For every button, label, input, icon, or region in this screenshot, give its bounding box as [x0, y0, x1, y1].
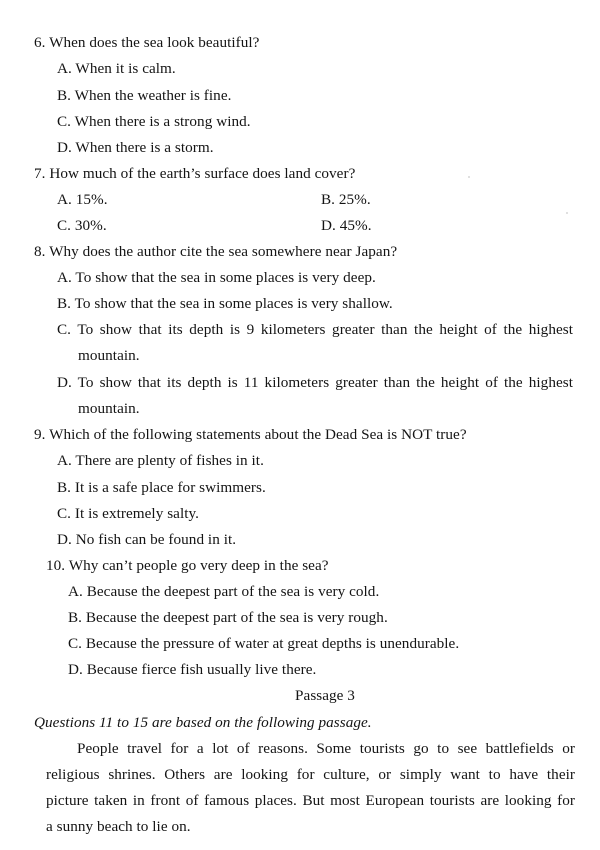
passage-title: Passage 3 — [295, 687, 355, 704]
question-6-stem: 6. When does the sea look beautiful? — [34, 34, 260, 51]
question-10-option-c: C. Because the pressure of water at great depths is unendurable. — [68, 635, 460, 652]
question-9-option-a: A. There are plenty of fishes in it. — [57, 452, 264, 469]
question-6-option-c: C. When there is a strong wind. — [57, 113, 251, 130]
question-8-option-a: A. To show that the sea in some places is very deep. — [57, 269, 376, 286]
question-9-option-b: B. It is a safe place for swimmers. — [57, 479, 266, 496]
question-7-option-b: B. 25%. — [321, 191, 371, 208]
question-8-option-c-continued: mountain. — [78, 347, 140, 364]
question-8-option-b: B. To show that the sea in some places is very shallow. — [57, 295, 393, 312]
question-8-option-c: C. To show that its depth is 9 kilometers greater than the height of the highest — [57, 321, 573, 338]
question-9-stem: 9. Which of the following statements about the Dead Sea is NOT true? — [34, 426, 467, 443]
passage-line-1: People travel for a lot of reasons. Some tourists go to see battlefields or — [77, 740, 575, 757]
question-8-stem: 8. Why does the author cite the sea somewhere near Japan? — [34, 243, 398, 260]
passage-line-2: religious shrines. Others are looking for culture, or simply want to have their — [46, 766, 575, 783]
passage-instruction: Questions 11 to 15 are based on the following passage. — [34, 714, 372, 731]
question-7-option-a: A. 15%. — [57, 191, 108, 208]
question-10-stem: 10. Why can’t people go very deep in the sea? — [46, 557, 329, 574]
question-8-option-d-continued: mountain. — [78, 400, 140, 417]
scan-speck — [566, 212, 568, 214]
passage-line-4: a sunny beach to lie on. — [46, 818, 191, 835]
question-9-option-d: D. No fish can be found in it. — [57, 531, 237, 548]
question-7-stem: 7. How much of the earth’s surface does land cover? — [34, 165, 356, 182]
question-7-option-c: C. 30%. — [57, 217, 107, 234]
question-10-option-d: D. Because fierce fish usually live there. — [68, 661, 317, 678]
question-6-option-b: B. When the weather is fine. — [57, 87, 232, 104]
question-9-option-c: C. It is extremely salty. — [57, 505, 199, 522]
question-7-option-d: D. 45%. — [321, 217, 372, 234]
question-10-option-a: A. Because the deepest part of the sea is very cold. — [68, 583, 380, 600]
question-8-option-d: D. To show that its depth is 11 kilometers greater than the height of the highest — [57, 374, 573, 391]
question-6-option-a: A. When it is calm. — [57, 60, 176, 77]
scan-speck — [468, 176, 470, 178]
question-10-option-b: B. Because the deepest part of the sea is very rough. — [68, 609, 388, 626]
passage-line-3: picture taken in front of famous places. But most European tourists are looking for — [46, 792, 575, 809]
question-6-option-d: D. When there is a storm. — [57, 139, 214, 156]
